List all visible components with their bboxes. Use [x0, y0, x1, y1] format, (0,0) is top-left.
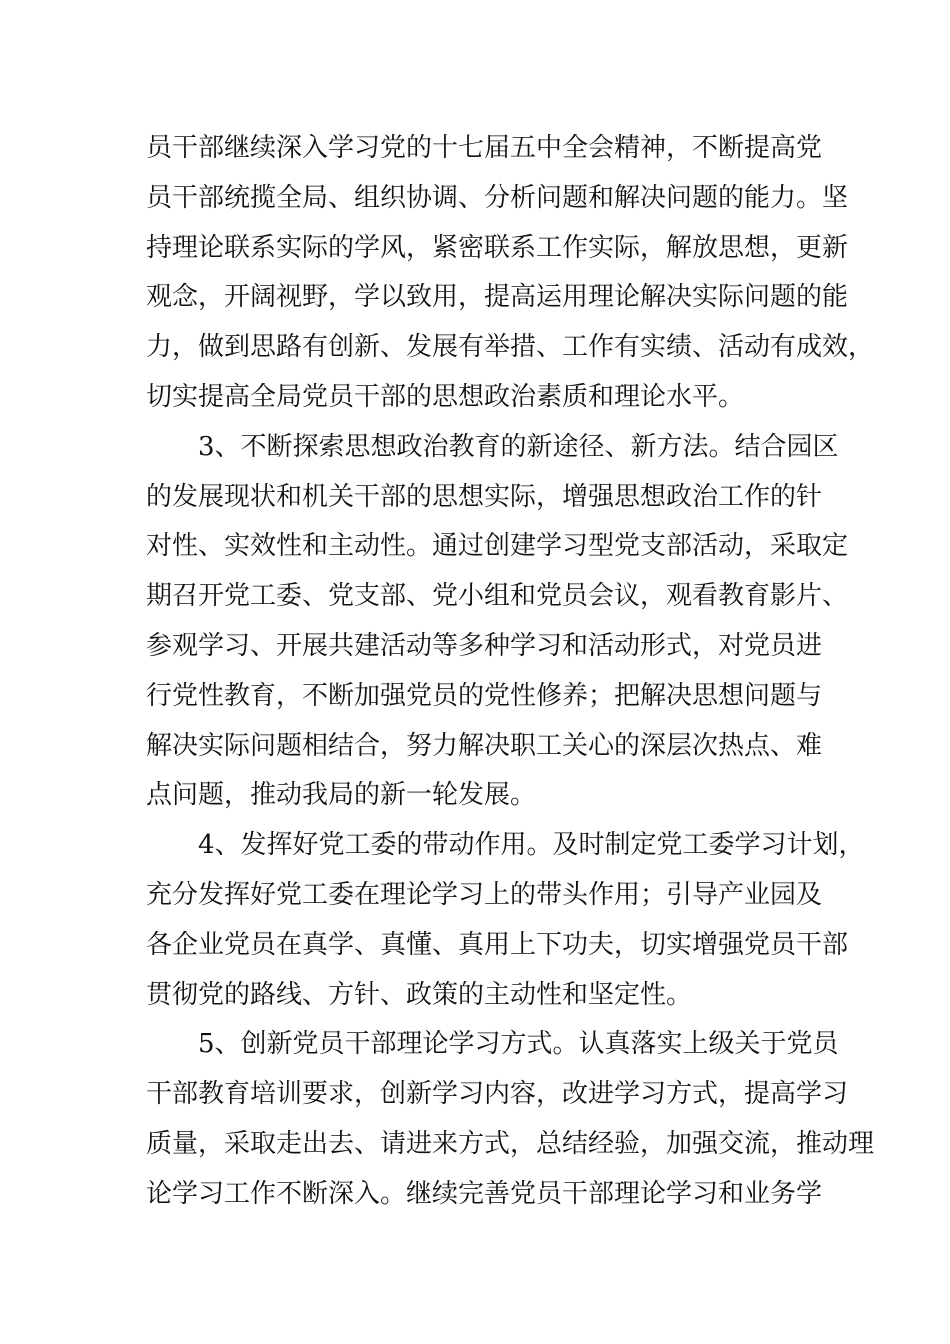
text-line: 期召开党工委、党支部、党小组和党员会议，观看教育影片、	[146, 581, 849, 612]
text-line: 行党性教育，不断加强党员的党性修养；把解决思想问题与	[146, 680, 823, 711]
paragraph	[146, 821, 865, 1020]
text-line: 力，做到思路有创新、发展有举措、工作有实绩、活动有成效，	[146, 332, 875, 363]
text-line: 的发展现状和机关干部的思想实际，增强思想政治工作的针	[146, 481, 823, 512]
text-line: 干部教育培训要求，创新学习内容，改进学习方式，提高学习	[146, 1079, 849, 1110]
text-line: 点问题，推动我局的新一轮发展。	[146, 780, 537, 811]
text-line: 质量，采取走出去、请进来方式，总结经验，加强交流，推动理	[146, 1128, 875, 1159]
text-line: 参观学习、开展共建活动等多种学习和活动形式，对党员进	[146, 630, 823, 661]
text-line: 充分发挥好党工委在理论学习上的带头作用；引导产业园及	[146, 879, 823, 910]
paragraph	[146, 1020, 875, 1219]
text-line: 员干部继续深入学习党的十七届五中全会精神，不断提高党	[146, 133, 823, 163]
text-line: 各企业党员在真学、真懂、真用上下功夫，切实增强党员干部	[146, 929, 849, 960]
text-line: 员干部统揽全局、组织协调、分析问题和解决问题的能力。坚	[146, 182, 849, 213]
text-line: 解决实际问题相结合，努力解决职工关心的深层次热点、难	[146, 730, 823, 761]
text-line: 贯彻党的路线、方针、政策的主动性和坚定性。	[146, 979, 693, 1010]
paragraph	[146, 124, 875, 423]
text-line: 对性、实效性和主动性。通过创建学习型党支部活动，采取定	[146, 531, 849, 562]
document-body	[146, 124, 875, 1220]
text-line: 3、不断探索思想政治教育的新途径、新方法。结合园区	[198, 431, 839, 462]
text-line: 5、创新党员干部理论学习方式。认真落实上级关于党员	[198, 1029, 839, 1060]
text-line: 论学习工作不断深入。继续完善党员干部理论学习和业务学	[146, 1178, 823, 1209]
text-line: 持理论联系实际的学风，紧密联系工作实际，解放思想，更新	[146, 232, 849, 263]
text-line: 观念，开阔视野，学以致用，提高运用理论解决实际问题的能	[146, 282, 849, 313]
paragraph	[146, 423, 849, 821]
text-line: 切实提高全局党员干部的思想政治素质和理论水平。	[146, 381, 745, 412]
text-line: 4、发挥好党工委的带动作用。及时制定党工委学习计划，	[198, 830, 865, 861]
